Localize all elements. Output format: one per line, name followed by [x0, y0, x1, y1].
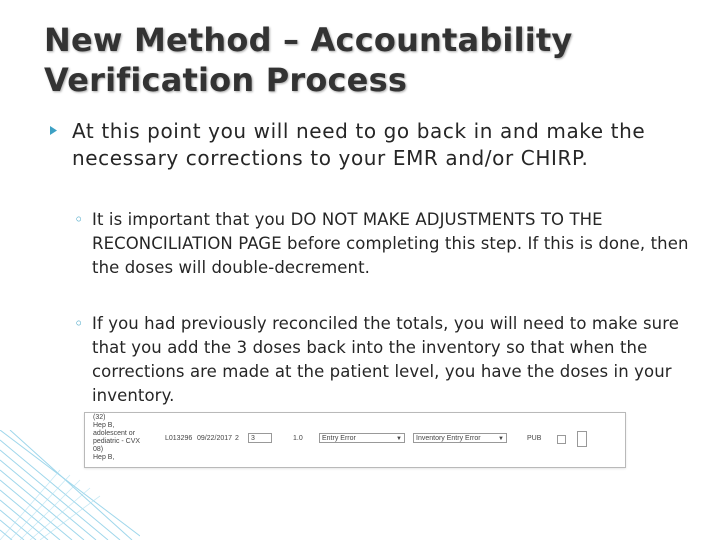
category-select[interactable]	[413, 433, 507, 443]
reason-select[interactable]	[319, 433, 405, 443]
sub-bullet-marker-icon: ◦	[74, 210, 84, 229]
quantity-value: 2	[235, 435, 239, 442]
vaccine-line: (32)	[93, 414, 106, 421]
category-select-value: Inventory Entry Error	[416, 435, 481, 442]
sub-bullet-text: It is important that you DO NOT MAKE ADJUSTMENTS TO THE RECONCILIATION PAGE before completing this step. If this is done, then the doses will double-decrement.	[92, 210, 689, 277]
reason-select-value: Entry Error	[322, 435, 356, 442]
page-title: New Method – Accountability Verification Process	[44, 21, 573, 99]
vaccine-line: 08)	[93, 446, 104, 453]
expiration-date: 09/22/2017	[197, 435, 233, 442]
bullet-arrow-icon	[50, 126, 57, 135]
main-bullet-text: At this point you will need to go back in and make the necessary corrections to your EMR and/or CHIRP.	[72, 119, 646, 170]
vaccine-name-cell	[93, 414, 153, 462]
vaccine-line: Hep B,	[93, 454, 115, 461]
dropdown-arrow-icon: ▼	[498, 436, 504, 442]
vaccine-line: adolescent or	[93, 430, 136, 437]
sub-bullet-marker-icon: ◦	[74, 314, 84, 333]
dose-size: 1.0	[293, 435, 303, 442]
inventory-table-screenshot	[84, 412, 626, 468]
vaccine-line: pediatric - CVX	[93, 438, 141, 445]
adjust-quantity-input[interactable]: 3	[248, 433, 272, 443]
vaccine-line: Hep B,	[93, 422, 115, 429]
lot-number: L013296	[165, 435, 193, 442]
sub-bullet-text: If you had previously reconciled the totals, you will need to make sure that you add the 3 doses back into the inventory so that when the corrections are made at the patient level, you have the doses in your inventory.	[92, 314, 679, 405]
dropdown-arrow-icon: ▼	[396, 436, 402, 442]
row-action-box[interactable]	[577, 431, 587, 447]
funding-source: PUB	[527, 435, 542, 442]
row-checkbox[interactable]	[557, 435, 566, 444]
